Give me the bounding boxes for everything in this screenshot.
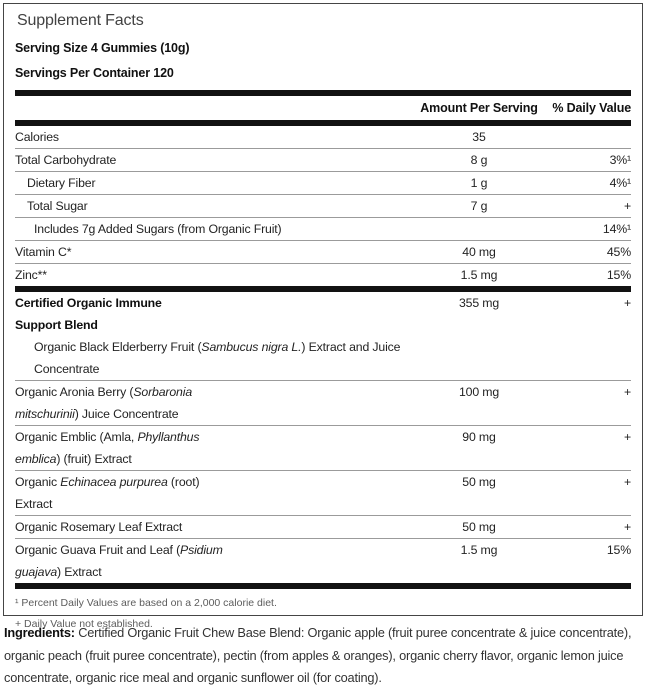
row-amount: 7 g — [470, 199, 488, 213]
table-row — [15, 172, 631, 194]
serving-size: Serving Size 4 Gummies (10g) — [15, 41, 190, 55]
row-amount: 40 mg — [462, 245, 496, 259]
row-amount: 355 mg — [458, 296, 500, 310]
servings-per-container: Servings Per Container 120 — [15, 66, 174, 80]
row-label: Organic Echinacea purpurea (root) Extract — [15, 475, 200, 511]
table-row — [15, 471, 631, 515]
column-header-amount: Amount Per Serving — [420, 101, 538, 115]
row-dv: 45% — [606, 245, 631, 259]
ingredients-text: Certified Organic Fruit Chew Base Blend: Organic apple (fruit puree concentrate & juice concentrate), organic peach (fruit puree concentrate), pectin (from apples & oranges), organic cherry flavor, organic lemon juice concentrate, organic rice meal and organic sunflower oil (for coating). — [4, 625, 632, 685]
row-amount: 50 mg — [462, 520, 496, 534]
row-label: Organic Aronia Berry (Sorbaronia mitschurinii) Juice Concentrate — [15, 385, 193, 421]
row-label: Total Carbohydrate — [15, 153, 117, 167]
row-dv: 15% — [606, 268, 631, 282]
row-label: Includes 7g Added Sugars (from Organic Fruit) — [34, 222, 282, 236]
row-amount: 50 mg — [462, 475, 496, 489]
column-header-daily-value: % Daily Value — [552, 101, 631, 115]
row-amount: 35 — [472, 130, 486, 144]
row-label: Total Sugar — [27, 199, 88, 213]
row-label: Vitamin C* — [15, 245, 72, 259]
row-amount: 90 mg — [462, 430, 496, 444]
table-row — [15, 539, 631, 583]
supplement-facts-panel — [3, 3, 643, 630]
row-amount: 8 g — [470, 153, 488, 167]
ingredients-label: Ingredients: — [4, 625, 75, 640]
table-row — [15, 426, 631, 470]
table-row — [15, 292, 631, 336]
row-label: Organic Rosemary Leaf Extract — [15, 520, 183, 534]
row-label: Calories — [15, 130, 59, 144]
row-dv: 14%¹ — [602, 222, 631, 236]
row-dv: 15% — [606, 543, 631, 557]
table-row — [15, 264, 631, 286]
facts-table-body — [15, 126, 631, 589]
row-label: Organic Emblic (Amla, Phyllanthus emblica) (fruit) Extract — [15, 430, 200, 466]
row-amount: 100 mg — [458, 385, 500, 399]
table-row — [15, 195, 631, 217]
table-row — [15, 241, 631, 263]
row-dv: + — [623, 296, 631, 310]
row-amount: 1.5 mg — [460, 543, 498, 557]
row-label: Organic Black Elderberry Fruit (Sambucus nigra L.) Extract and Juice Concentrate — [34, 340, 401, 376]
row-dv: + — [623, 475, 631, 489]
table-header-row — [15, 96, 631, 120]
row-amount: 1.5 mg — [460, 268, 498, 282]
table-row — [15, 516, 631, 538]
row-dv: + — [623, 520, 631, 534]
ingredients-paragraph — [4, 622, 646, 690]
row-dv: 3%¹ — [609, 153, 631, 167]
row-label: Zinc** — [15, 268, 47, 282]
table-row — [15, 126, 631, 148]
table-row — [15, 149, 631, 171]
table-row — [15, 381, 631, 425]
row-label: Organic Guava Fruit and Leaf (Psidium guajava) Extract — [15, 543, 223, 579]
row-dv: 4%¹ — [609, 176, 631, 190]
footnote-not-established: + Daily Value not established. — [15, 618, 153, 630]
row-label: Dietary Fiber — [27, 176, 96, 190]
row-amount: 1 g — [470, 176, 488, 190]
row-label: Certified Organic Immune Support Blend — [15, 296, 162, 332]
footnote-daily-values: ¹ Percent Daily Values are based on a 2,000 calorie diet. — [15, 597, 277, 609]
row-dv: + — [623, 385, 631, 399]
panel-title: Supplement Facts — [17, 12, 144, 29]
row-dv: + — [623, 199, 631, 213]
table-row — [15, 218, 631, 240]
row-dv: + — [623, 430, 631, 444]
table-row — [15, 336, 631, 380]
